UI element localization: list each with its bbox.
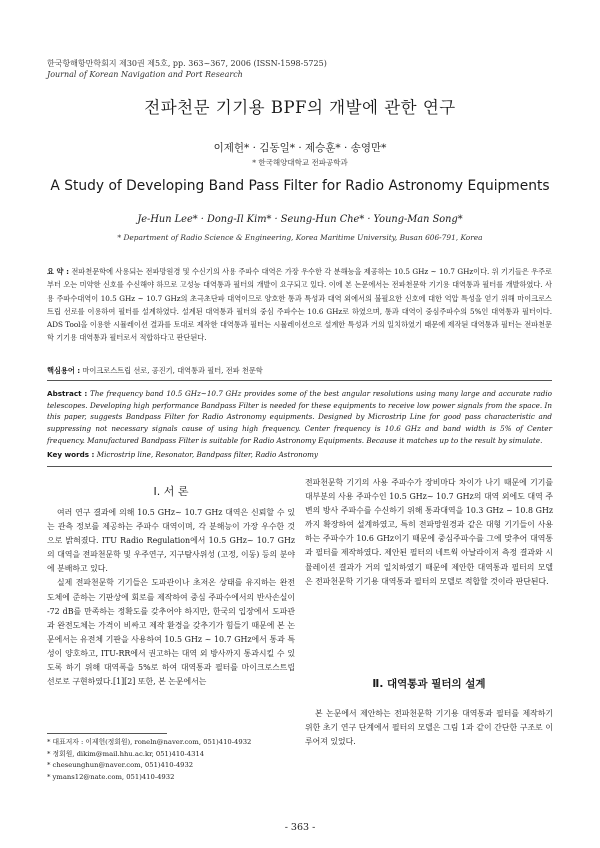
footnotes	[47, 737, 297, 783]
right-column-section-2	[305, 707, 553, 749]
footnote-rule	[47, 733, 167, 734]
journal-header	[47, 58, 327, 80]
authors-en: Je-Hun Lee* · Dong-Il Kim* · Seung-Hun Che* · Young-Man Song*	[137, 214, 463, 225]
keywords-ko	[47, 366, 552, 376]
divider-rule	[47, 466, 552, 467]
keywords-en-label: Key words :	[47, 450, 95, 459]
keywords-ko-label: 핵심용어 :	[47, 366, 81, 375]
footnote: * 정회원, dikim@mail.hhu.ac.kr, 051)410-4314	[47, 749, 205, 758]
section-2-heading: Ⅱ. 대역통과 필터의 설계	[372, 678, 486, 690]
keywords-en	[47, 450, 552, 459]
affiliation-ko: * 한국해양대학교 전파공학과	[252, 158, 348, 167]
paragraph: 여러 연구 결과에 의해 10.5 GHz~ 10.7 GHz 대역은 신뢰할 수 있는 관측 정보를 제공하는 주파수 대역이며, 각 분해능이 가장 우수한 것으로 밝혀졌다. ITU Radio Regulation에서 10.5 GHz~ 10.7 GHz의 대역을 전파천문학 및 우주연구, 지구탐사위성 (고정, 이동) 등의 분야에 분배하고 있다.	[47, 508, 295, 574]
footnote: * cheseunghun@naver.com, 051)410-4932	[47, 761, 194, 770]
paper-title-en: A Study of Developing Band Pass Filter for Radio Astronomy Equipments	[50, 178, 550, 194]
right-column	[305, 476, 553, 589]
abstract-en-label: Abstract :	[47, 389, 88, 398]
keywords-en-text: Microstrip line, Resonator, Bandpass filter, Radio Astronomy	[96, 450, 318, 459]
authors-ko: 이제헌* · 김동일* · 제승훈* · 송영만*	[213, 142, 387, 154]
footnote: * 대표저자 : 이제헌(정회원), roneln@naver.com, 051)410-4932	[47, 738, 252, 746]
abstract-ko-label: 요 약 :	[47, 267, 69, 276]
abstract-ko	[47, 265, 552, 345]
journal-info-ko: 한국항해항만학회지 제30권 제5호, pp. 363~367, 2006 (ISSN-1598-5725)	[47, 59, 327, 68]
left-column	[47, 506, 295, 689]
abstract-en-text: The frequency band 10.5 GHz~10.7 GHz provides some of the best angular resolutions using many large and accurate radio telescopes. Developing high performance Bandpass Filter is needed for these equipments to receive low power signals from the space. In this paper, suggests Bandpass Filter for Radio Astronomy equipments. Designed by Microstrip Line for good pass characteristic and suppressing not necessary signals cause of using high frequency. Center frequency is 10.6 GHz and band width is 5% of Center frequency. Manufactured Bandpass Filter is suitable for Radio Astronomy Equipments. Because it matches up to the result by simulate.	[47, 389, 553, 445]
abstract-ko-text: 전파천문학에 사용되는 전파망원경 및 수신기의 사용 주파수 대역은 가장 우수한 각 분해능을 제공하는 10.5 GHz ~ 10.7 GHz이다. 위 기기들은 우주로부터 오는 미약한 신호를 수신해야 하므로 고성능 대역통과 필터의 개발이 요구되고 있다. 이에 본 논문에서는 전파천문학 기기용 대역통과 필터를 개발하였다. 사용 주파수대역이 10.5 GHz ~ 10.7 GHz의 초극초단파 대역이므로 양호한 통과 특성과 대역 외에서의 불필요한 신호에 대한 억압 특성을 얻기 위해 마이크로스트립 선로를 이용하여 필터를 설계하였다. 설계된 대역통과 필터의 중심 주파수는 10.6 GHz로 하였으며, 통과 대역이 중심주파수의 5%인 대역통과 필터이다. ADS Tool을 이용한 시뮬레이션 결과를 토대로 제작한 대역통과 필터는 시뮬레이션으로 설계한 특성과 거의 일치하였기 때문에 제작된 대역통과 필터는 전파천문학 기기용 대역통과 필터로서 적합하다고 판단된다.	[47, 267, 552, 343]
affiliation-en: * Department of Radio Science & Engineering, Korea Maritime University, Busan 606-791, Korea	[117, 233, 483, 242]
footnote: * ymans12@nate.com, 051)410-4932	[47, 772, 175, 781]
paper-title-ko: 전파천문 기기용 BPF의 개발에 관한 연구	[144, 98, 456, 117]
abstract-en	[47, 388, 552, 447]
page-number: - 363 -	[284, 822, 316, 833]
section-1-heading: Ⅰ. 서 론	[153, 485, 189, 498]
paragraph: 본 논문에서 제안하는 전파천문학 기기용 대역통과 필터를 제작하기 위한 초기 연구 단계에서 필터의 모델은 그림 1과 같이 간단한 구조로 이루어져 있었다.	[305, 709, 553, 747]
paragraph: 전파천문학 기기의 사용 주파수가 장비마다 차이가 나기 때문에 기기를 대부분의 사용 주파수인 10.5 GHz~ 10.7 GHz의 대역 외에도 대역 주변의 방사 주파수를 수신하기 위해 통과대역을 10.3 GHz ~ 10.8 GHz 까지 확장하여 설계하였고, 특히 전파망원경과 같은 대형 기기들이 사용하는 주파수가 10.6 GHz이기 때문에 중심주파수를 그에 맞추어 대역통과 필터를 제작하였다. 제안된 필터의 네트웍 아날라이저 측정 결과와 시뮬레이션 결과가 거의 일치하였기 때문에 제안한 대역통과 필터의 모델은 전파천문학 기기용 대역통과 필터의 모델로 적합할 것이라 판단된다.	[305, 478, 553, 586]
paragraph: 실제 전파천문학 기기들은 도파관이나 초저온 상태를 유지하는 완전도체에 준하는 기판상에 회로를 제작하여 중심 주파수에서의 반사손실이 -72 dB를 만족하는 정확도를 갖추어야 하지만, 한국의 입장에서 도파관과 완전도체는 가격이 비싸고 제작 환경을 갖추기가 힘들기 때문에 본 논문에서는 유전체 기판을 사용하여 10.5 GHz ~ 10.7 GHz에서 통과 특성이 양호하고, ITU-RR에서 권고하는 대역 외 방사까지 통과시킬 수 있도록 하기 위해 대역폭을 5%로 하여 대역통과 필터를 마이크로스트립 선로로 구현하였다.[1][2] 또한, 본 논문에서는	[47, 578, 295, 687]
journal-name-en: Journal of Korean Navigation and Port Research	[47, 70, 243, 79]
divider-rule	[47, 380, 552, 381]
keywords-ko-text: 마이크로스트립 선로, 공진기, 대역통과 필터, 전파 천문학	[82, 366, 263, 375]
